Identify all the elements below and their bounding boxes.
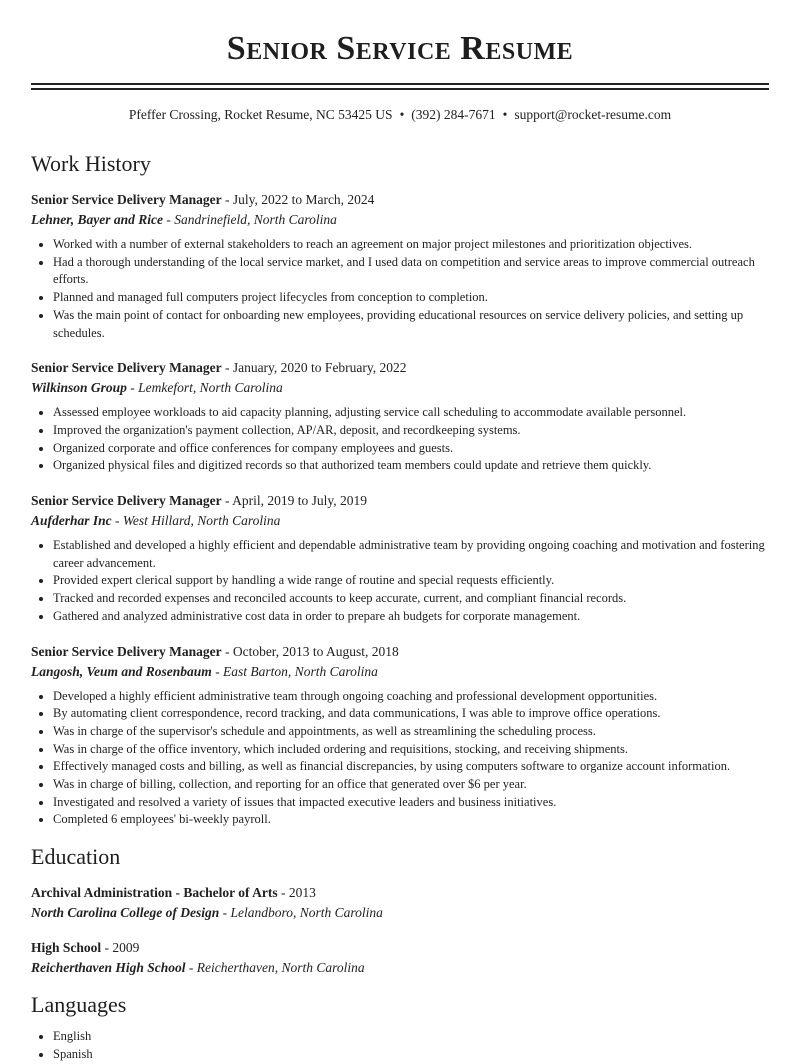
job-company: Wilkinson Group [31, 380, 127, 396]
education-location: - Lelandboro, North Carolina [219, 905, 383, 921]
job-dates: - October, 2013 to August, 2018 [221, 643, 399, 659]
job-company: Aufderhar Inc [31, 513, 112, 529]
job-bullets [31, 404, 769, 475]
languages-list [31, 1028, 769, 1063]
contact-line [31, 106, 769, 124]
job-title: Senior Service Delivery Manager [31, 360, 222, 376]
education-location: - Reicherthaven, North Carolina [185, 960, 365, 976]
list-item: • Organized physical files and digitized records so that authorized team members could update and retrieve them quickly. [53, 457, 769, 475]
education-year: - 2013 [277, 885, 316, 901]
list-item: • Tracked and recorded expenses and reconciled accounts to keep accurate, current, and compliant financial records. [53, 590, 769, 608]
job-dates: - April, 2019 to July, 2019 [221, 493, 367, 509]
contact-separator: • [399, 107, 405, 122]
education-school: Reicherthaven High School [31, 960, 186, 976]
job-entry [31, 358, 769, 475]
list-item: • Had a thorough understanding of the local service market, and I used data on competition and service areas to improve commercial outreach efforts. [53, 254, 769, 289]
job-bullets [31, 537, 769, 626]
job-dates: - July, 2022 to March, 2024 [221, 192, 375, 207]
list-item: • Worked with a number of external stakeholders to reach an agreement on major project milestones and prioritization objectives. [53, 236, 769, 254]
job-location: - Sandrinefield, North Carolina [163, 212, 337, 227]
job-bullets [31, 236, 769, 342]
education-degree: Archival Administration - Bachelor of Arts [31, 885, 278, 901]
contact-phone: (392) 284-7671 [411, 107, 496, 122]
job-location: - West Hillard, North Carolina [111, 513, 281, 529]
list-item: • Assessed employee workloads to aid capacity planning, adjusting service call scheduling to accommodate available personnel. [53, 404, 769, 422]
job-bullets [31, 688, 769, 830]
education-heading: Education [31, 844, 121, 870]
languages-section [31, 991, 769, 1063]
header-divider [31, 83, 769, 90]
list-item: • Established and developed a highly efficient and dependable administrative team by providing ongoing coaching and motivation and fostering career advancement. [53, 537, 769, 572]
education-entry [31, 883, 769, 922]
list-item: • Spanish [53, 1046, 769, 1064]
work-history-section [31, 150, 769, 829]
education-degree: High School [31, 940, 102, 956]
list-item: • Investigated and resolved a variety of issues that impacted executive leaders and business initiatives. [53, 794, 769, 812]
job-title: Senior Service Delivery Manager [31, 192, 222, 207]
contact-address: Pfeffer Crossing, Rocket Resume, NC 53425 US [128, 107, 393, 122]
job-title: Senior Service Delivery Manager [31, 493, 222, 509]
job-company: Langosh, Veum and Rosenbaum [31, 663, 212, 679]
list-item: • Completed 6 employees' bi-weekly payroll. [53, 811, 769, 829]
job-location: - Lemkefort, North Carolina [126, 380, 283, 396]
education-entry [31, 938, 769, 977]
list-item: • Developed a highly efficient administrative team through ongoing coaching and professional development opportunities. [53, 688, 769, 706]
education-school: North Carolina College of Design [31, 905, 220, 921]
list-item: • Was in charge of the office inventory, which included ordering and requisitions, stocking, and receiving shipments. [53, 741, 769, 759]
job-entry [31, 642, 769, 830]
list-item: • By automating client correspondence, record tracking, and data communications, I was able to improve office operations. [53, 705, 769, 723]
list-item: • Effectively managed costs and billing, as well as financial discrepancies, by using computers software to organize account information. [53, 758, 769, 776]
contact-email: support@rocket-resume.com [514, 107, 672, 122]
list-item: • Gathered and analyzed administrative cost data in order to prepare ah budgets for corporate management. [53, 608, 769, 626]
list-item: • Was in charge of the supervisor's schedule and appointments, as well as streamlining the scheduling process. [53, 723, 769, 741]
list-item: • Planned and managed full computers project lifecycles from conception to completion. [53, 289, 769, 307]
list-item: • English [53, 1028, 769, 1046]
list-item: • Was the main point of contact for onboarding new employees, providing educational resources on service delivery policies, and setting up schedules. [53, 307, 769, 342]
resume-title: Senior Service Resume [226, 30, 574, 67]
languages-heading: Languages [31, 992, 127, 1018]
list-item: • Organized corporate and office conferences for company employees and guests. [53, 440, 769, 458]
list-item: • Was in charge of billing, collection, and reporting for an office that generated over $6 per year. [53, 776, 769, 794]
job-entry [31, 190, 769, 342]
list-item: • Provided expert clerical support by handling a wide range of routine and special requests efficiently. [53, 572, 769, 590]
list-item: • Improved the organization's payment collection, AP/AR, deposit, and recordkeeping systems. [53, 422, 769, 440]
job-entry [31, 491, 769, 626]
job-company: Lehner, Bayer and Rice [31, 212, 163, 227]
job-title: Senior Service Delivery Manager [31, 643, 222, 659]
education-year: - 2009 [101, 940, 140, 956]
contact-separator: • [502, 107, 508, 122]
work-history-heading: Work History [31, 151, 151, 176]
job-dates: - January, 2020 to February, 2022 [221, 360, 407, 376]
education-section [31, 843, 769, 977]
job-location: - East Barton, North Carolina [211, 663, 378, 679]
